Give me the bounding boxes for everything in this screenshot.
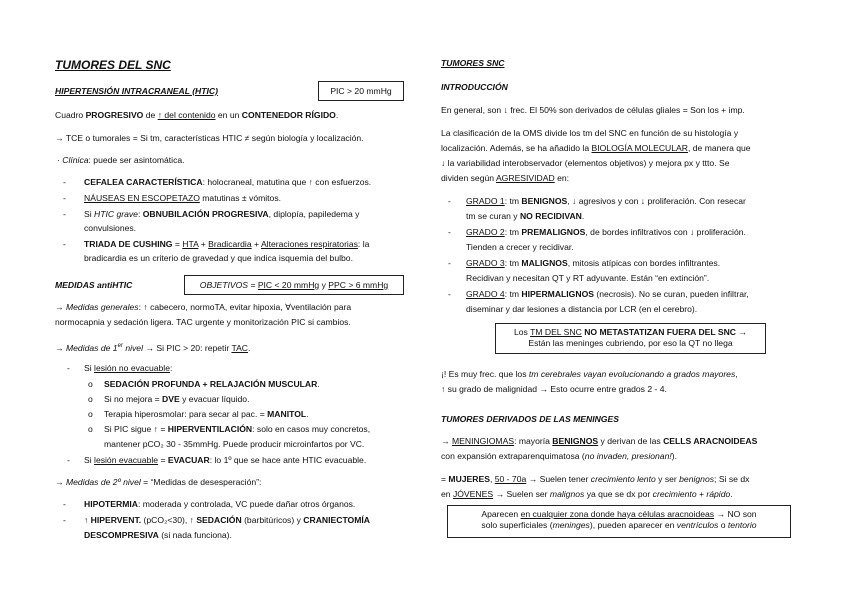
text: ↑ del contenido bbox=[157, 110, 216, 120]
text: + bbox=[251, 239, 261, 249]
circle-bullet-icon: o bbox=[88, 424, 93, 434]
text: solo superficiales ( bbox=[481, 520, 553, 530]
text: , ↓ agresivos y con ↓ proliferación. Con resecar bbox=[567, 196, 746, 206]
medidas-generales-cont: normocapnia y sedación ligera. TAC urgente y monitorización PIC si cambios. bbox=[55, 317, 351, 327]
text: TAC bbox=[231, 342, 249, 353]
evacuable-line bbox=[84, 455, 366, 466]
text: (necrosis). No se curan, pueden infiltrar, bbox=[593, 289, 749, 299]
text: MANITOL bbox=[267, 409, 307, 419]
text: : lo 1º que se hace ante HTIC evacuable. bbox=[209, 455, 367, 465]
text: + bbox=[198, 239, 209, 249]
text: Medidas de 2º nivel bbox=[65, 477, 141, 487]
text: Si no mejora = bbox=[104, 394, 163, 404]
text: y derivan de las bbox=[598, 436, 664, 446]
text: lesión no evacuable bbox=[94, 363, 170, 373]
text: Medidas de 1 bbox=[65, 342, 118, 353]
text: Bradicardia bbox=[208, 239, 252, 249]
text: . bbox=[248, 342, 251, 353]
subitem-dve bbox=[104, 394, 249, 405]
text: crecimiento + rápido bbox=[652, 489, 731, 499]
text: : solo en casos muy concretos, bbox=[252, 424, 371, 434]
text: : holocraneal, matutina que ↑ con esfuerzos. bbox=[202, 177, 372, 187]
text: : tm bbox=[504, 196, 522, 206]
text: PROGRESIVO bbox=[85, 110, 144, 120]
text: PIC < 20 mmHg bbox=[257, 280, 320, 290]
text: . bbox=[581, 211, 585, 221]
grado-3 bbox=[466, 258, 720, 269]
text: MENINGIOMAS bbox=[451, 436, 515, 446]
bullet-dash: - bbox=[63, 193, 66, 203]
text: , diplopía, papiledema y bbox=[268, 209, 360, 219]
medidas-heading: MEDIDAS antiHTIC bbox=[55, 280, 133, 290]
text: PREMALIGNOS bbox=[521, 227, 586, 237]
text: de bbox=[143, 110, 158, 120]
text: GRADO 1 bbox=[466, 196, 505, 206]
text: Si PIC sigue ↑ = bbox=[104, 424, 168, 434]
intro-para-l2 bbox=[441, 143, 751, 154]
metastasis-box-line-2: Están las meninges cubriendo, por eso la QT no llega bbox=[528, 338, 733, 348]
text: OBJETIVOS bbox=[199, 280, 249, 290]
text: CEFALEA CARACTERÍSTICA bbox=[84, 177, 203, 187]
text: HTIC grave bbox=[94, 209, 138, 219]
medidas-nivel-1 bbox=[55, 341, 250, 354]
text: . bbox=[730, 489, 733, 499]
bullet-dash: - bbox=[67, 363, 70, 373]
bullet-cefalea bbox=[84, 177, 371, 188]
text: (si nada funciona). bbox=[158, 530, 232, 540]
text: Si bbox=[84, 455, 95, 465]
clinica-line bbox=[57, 155, 185, 166]
text: , mitosis atípicas con bordes infiltrantes. bbox=[567, 258, 721, 268]
pic-box bbox=[318, 81, 404, 101]
text: → bbox=[55, 302, 66, 312]
text: en cualquier zona donde haya células aracnoideas bbox=[520, 509, 715, 519]
pic-box-text: PIC > 20 mmHg bbox=[330, 86, 392, 96]
text: ya que se dx por bbox=[584, 489, 653, 499]
text: : bbox=[170, 363, 173, 373]
circle-bullet-icon: o bbox=[88, 409, 93, 419]
text: lesión evacuable bbox=[94, 455, 159, 465]
grado-1 bbox=[466, 196, 746, 207]
text: (barbitúricos) y bbox=[241, 515, 304, 525]
text: dividen según bbox=[441, 173, 496, 183]
medidas-nivel-2 bbox=[55, 477, 261, 488]
text: : bbox=[137, 209, 143, 219]
right-title: TUMORES SNC bbox=[441, 58, 505, 68]
bullet-dash: - bbox=[448, 258, 451, 268]
text: NÁUSEAS EN ESCOPETAZO bbox=[84, 193, 200, 203]
grado-2 bbox=[466, 227, 746, 238]
text: tm cerebrales vayan evolucionando a grados mayores bbox=[528, 369, 736, 379]
bullet-dash: - bbox=[448, 196, 451, 206]
text: y bbox=[319, 280, 329, 290]
text: GRADO 4 bbox=[466, 289, 505, 299]
text: Si bbox=[84, 209, 95, 219]
htic-heading: HIPERTENSIÓN INTRACRANEAL (HTIC) bbox=[55, 86, 218, 96]
text: y ser bbox=[655, 474, 680, 484]
tce-line: → TCE o tumorales = Si tm, características HTIC ≠ según biología y localización. bbox=[55, 133, 364, 143]
text: , de bordes infiltrativos con ↓ proliferación. bbox=[585, 227, 746, 237]
item-hipotermia bbox=[84, 499, 355, 510]
text: → Si PIC > 20: repetir bbox=[143, 342, 232, 353]
intro-para-l4 bbox=[441, 173, 569, 184]
text: no invaden, presionan! bbox=[584, 451, 672, 461]
grado-3-cont: Recidivan y necesitan QT y RT adyuvante. Están “en extinción”. bbox=[466, 273, 710, 283]
intro-para-l1: La clasificación de la OMS divide los tm del SNC en función de su histología y bbox=[441, 128, 739, 138]
text: en: bbox=[554, 173, 570, 183]
grado-4-cont: diseminar y dar lesiones a distancia por LCR (en el cerebro). bbox=[466, 304, 698, 314]
text: HIPOTERMIA bbox=[84, 499, 138, 509]
grado-1-cont bbox=[466, 211, 584, 222]
bullet-htic-grave bbox=[84, 209, 359, 220]
text: JÓVENES bbox=[452, 489, 494, 499]
bullet-dash: - bbox=[67, 455, 70, 465]
text: BENIGNOS bbox=[521, 196, 568, 206]
aracnoideas-box-line-1 bbox=[448, 509, 790, 520]
metastasis-box bbox=[495, 323, 766, 354]
text: ), pueden aparecer en bbox=[589, 520, 677, 530]
text: , bbox=[735, 369, 738, 379]
text: : moderada y controlada, VC puede dañar otros órganos. bbox=[137, 499, 356, 509]
metastasis-box-line-1 bbox=[496, 327, 765, 338]
text: malignos bbox=[549, 489, 585, 499]
text: MUJERES bbox=[448, 474, 490, 484]
medidas-generales bbox=[55, 302, 351, 313]
intro-line-1: En general, son ↓ frec. El 50% son derivados de células gliales = Son los + imp. bbox=[441, 105, 745, 115]
text: DESCOMPRESIVA bbox=[84, 530, 159, 540]
bullet-dash: - bbox=[448, 227, 451, 237]
text: 50 - 70a bbox=[494, 474, 527, 484]
bullet-dash: - bbox=[63, 239, 66, 249]
text: : tm bbox=[504, 227, 522, 237]
text: → bbox=[441, 436, 452, 446]
text: , bbox=[489, 474, 495, 484]
text: en un bbox=[215, 110, 242, 120]
no-evacuable-line bbox=[84, 363, 172, 374]
text: GRADO 2 bbox=[466, 227, 505, 237]
bullet-cushing-cont: bradicardia es un criterio de gravedad y que indica isquemia del bulbo. bbox=[84, 253, 353, 263]
text: Clínica bbox=[62, 155, 89, 165]
text: Terapia hiperosmolar: para secar al pac. = bbox=[104, 409, 268, 419]
text: SEDACIÓN PROFUNDA + RELAJACIÓN MUSCULAR bbox=[104, 379, 318, 389]
text: en bbox=[441, 489, 453, 499]
text: = bbox=[248, 280, 258, 290]
text: MALIGNOS bbox=[521, 258, 568, 268]
frec-line-cont: ↑ su grado de malignidad → Esto ocurre entre grados 2 - 4. bbox=[441, 384, 667, 394]
text: Medidas generales bbox=[65, 302, 139, 312]
text: : tm bbox=[504, 289, 522, 299]
bullet-dash: - bbox=[63, 515, 66, 525]
text: TRIADA DE CUSHING bbox=[84, 239, 173, 249]
text: ). bbox=[671, 451, 678, 461]
meningiomas-line-cont bbox=[441, 451, 677, 462]
text: PPC > 6 mmHg bbox=[328, 280, 389, 290]
objetivos-box bbox=[184, 275, 404, 295]
text: Los bbox=[513, 327, 531, 337]
text: : ↑ cabecero, normoTA, evitar hipoxia, ∀ventilación para bbox=[138, 302, 352, 312]
text: NO RECIDIVAN bbox=[519, 211, 582, 221]
htic-definition bbox=[55, 110, 338, 121]
text: nivel bbox=[122, 342, 143, 353]
text: AGRESIVIDAD bbox=[495, 173, 555, 183]
text: ¡! Es muy frec. que los bbox=[441, 369, 529, 379]
text: (pCO₂<30), bbox=[141, 515, 190, 525]
intro-heading: INTRODUCCIÓN bbox=[441, 82, 508, 92]
text: GRADO 3 bbox=[466, 258, 505, 268]
text: = “Medidas de desesperación”: bbox=[140, 477, 262, 487]
text: localización. Además, se ha añadido la bbox=[441, 143, 592, 153]
text: TM DEL SNC bbox=[530, 327, 582, 337]
aracnoideas-box-line-2 bbox=[448, 520, 790, 531]
text: . bbox=[306, 409, 309, 419]
text: : tm bbox=[504, 258, 522, 268]
text: → NO son bbox=[714, 509, 757, 519]
text: EVACUAR bbox=[167, 455, 210, 465]
meningiomas-line bbox=[441, 436, 757, 447]
text: Si bbox=[84, 363, 95, 373]
text: CRANIECTOMÍA bbox=[303, 515, 370, 525]
text: er bbox=[117, 343, 123, 349]
item-hipervent-cont bbox=[84, 530, 232, 541]
text: : la bbox=[357, 239, 370, 249]
text: . bbox=[317, 379, 320, 389]
subitem-manitol bbox=[104, 409, 309, 420]
text: ventrículos bbox=[676, 520, 719, 530]
bullet-dash: - bbox=[448, 289, 451, 299]
intro-para-l3: ↓ la variabilidad interobservador (elementos objetivos) y mejora px y ttto. Se bbox=[441, 158, 730, 168]
text: tm se curan y bbox=[466, 211, 520, 221]
text: NO METASTATIZAN FUERA DEL SNC bbox=[581, 327, 737, 337]
text: HIPERVENTILACIÓN bbox=[167, 424, 253, 434]
meninges-heading: TUMORES DERIVADOS DE LAS MENINGES bbox=[441, 414, 619, 424]
bullet-dash: - bbox=[63, 499, 66, 509]
item-hipervent bbox=[84, 515, 370, 526]
text: BENIGNOS bbox=[552, 436, 599, 446]
text: meninges bbox=[552, 520, 590, 530]
subitem-sedacion bbox=[104, 379, 320, 390]
text: → Suelen ser bbox=[493, 489, 550, 499]
text: HTA bbox=[182, 239, 199, 249]
text: o bbox=[718, 520, 728, 530]
text: benignos bbox=[679, 474, 715, 484]
bullet-htic-grave-cont: convulsiones. bbox=[84, 223, 137, 233]
text: ; Si se dx bbox=[714, 474, 750, 484]
subitem-hiperventilacion bbox=[104, 424, 370, 435]
mujeres-line bbox=[441, 474, 749, 485]
text: → Suelen tener bbox=[526, 474, 591, 484]
text: Alteraciones respiratorias bbox=[260, 239, 358, 249]
text: CELLS ARACNOIDEAS bbox=[663, 436, 758, 446]
text: → bbox=[55, 477, 66, 487]
text: ↑ SEDACIÓN bbox=[189, 515, 242, 525]
text: , de manera que bbox=[687, 143, 751, 153]
text: CONTENEDOR RÍGIDO bbox=[241, 110, 336, 120]
subitem-hiperventilacion-cont: mantener pCO₂ 30 - 35mmHg. Puede producir microinfartos por VC. bbox=[104, 439, 365, 449]
bullet-nauseas bbox=[84, 193, 281, 204]
text: crecimiento lento bbox=[590, 474, 656, 484]
circle-bullet-icon: o bbox=[88, 379, 93, 389]
text: OBNUBILACIÓN PROGRESIVA bbox=[142, 209, 269, 219]
aracnoideas-box bbox=[447, 505, 791, 538]
text: = bbox=[172, 239, 183, 249]
text: → bbox=[736, 327, 748, 337]
text: HIPERMALIGNOS bbox=[521, 289, 594, 299]
text: con expansión extraparenquimatosa ( bbox=[441, 451, 585, 461]
text: : mayoría bbox=[514, 436, 553, 446]
text: ↑ HIPERVENT. bbox=[84, 515, 142, 525]
text: · bbox=[57, 155, 63, 165]
bullet-dash: - bbox=[63, 177, 66, 187]
text: : puede ser asintomática. bbox=[88, 155, 185, 165]
bullet-dash: - bbox=[63, 209, 66, 219]
text: tentorio bbox=[727, 520, 757, 530]
text: DVE bbox=[162, 394, 180, 404]
text: Cuadro bbox=[55, 110, 86, 120]
grado-2-cont: Tienden a crecer y recidivar. bbox=[466, 242, 574, 252]
text: matutinas ± vómitos. bbox=[199, 193, 282, 203]
text: . bbox=[335, 110, 339, 120]
page-title: TUMORES DEL SNC bbox=[55, 58, 171, 72]
text: = bbox=[441, 474, 449, 484]
bullet-cushing bbox=[84, 239, 369, 250]
text: = bbox=[158, 455, 168, 465]
text: Aparecen bbox=[481, 509, 521, 519]
text: BIOLOGÍA MOLECULAR bbox=[591, 143, 688, 153]
text: y evacuar líquido. bbox=[179, 394, 250, 404]
text: → bbox=[55, 342, 66, 353]
grado-4 bbox=[466, 289, 749, 300]
circle-bullet-icon: o bbox=[88, 394, 93, 404]
jovenes-line bbox=[441, 489, 733, 500]
frec-line bbox=[441, 369, 738, 380]
